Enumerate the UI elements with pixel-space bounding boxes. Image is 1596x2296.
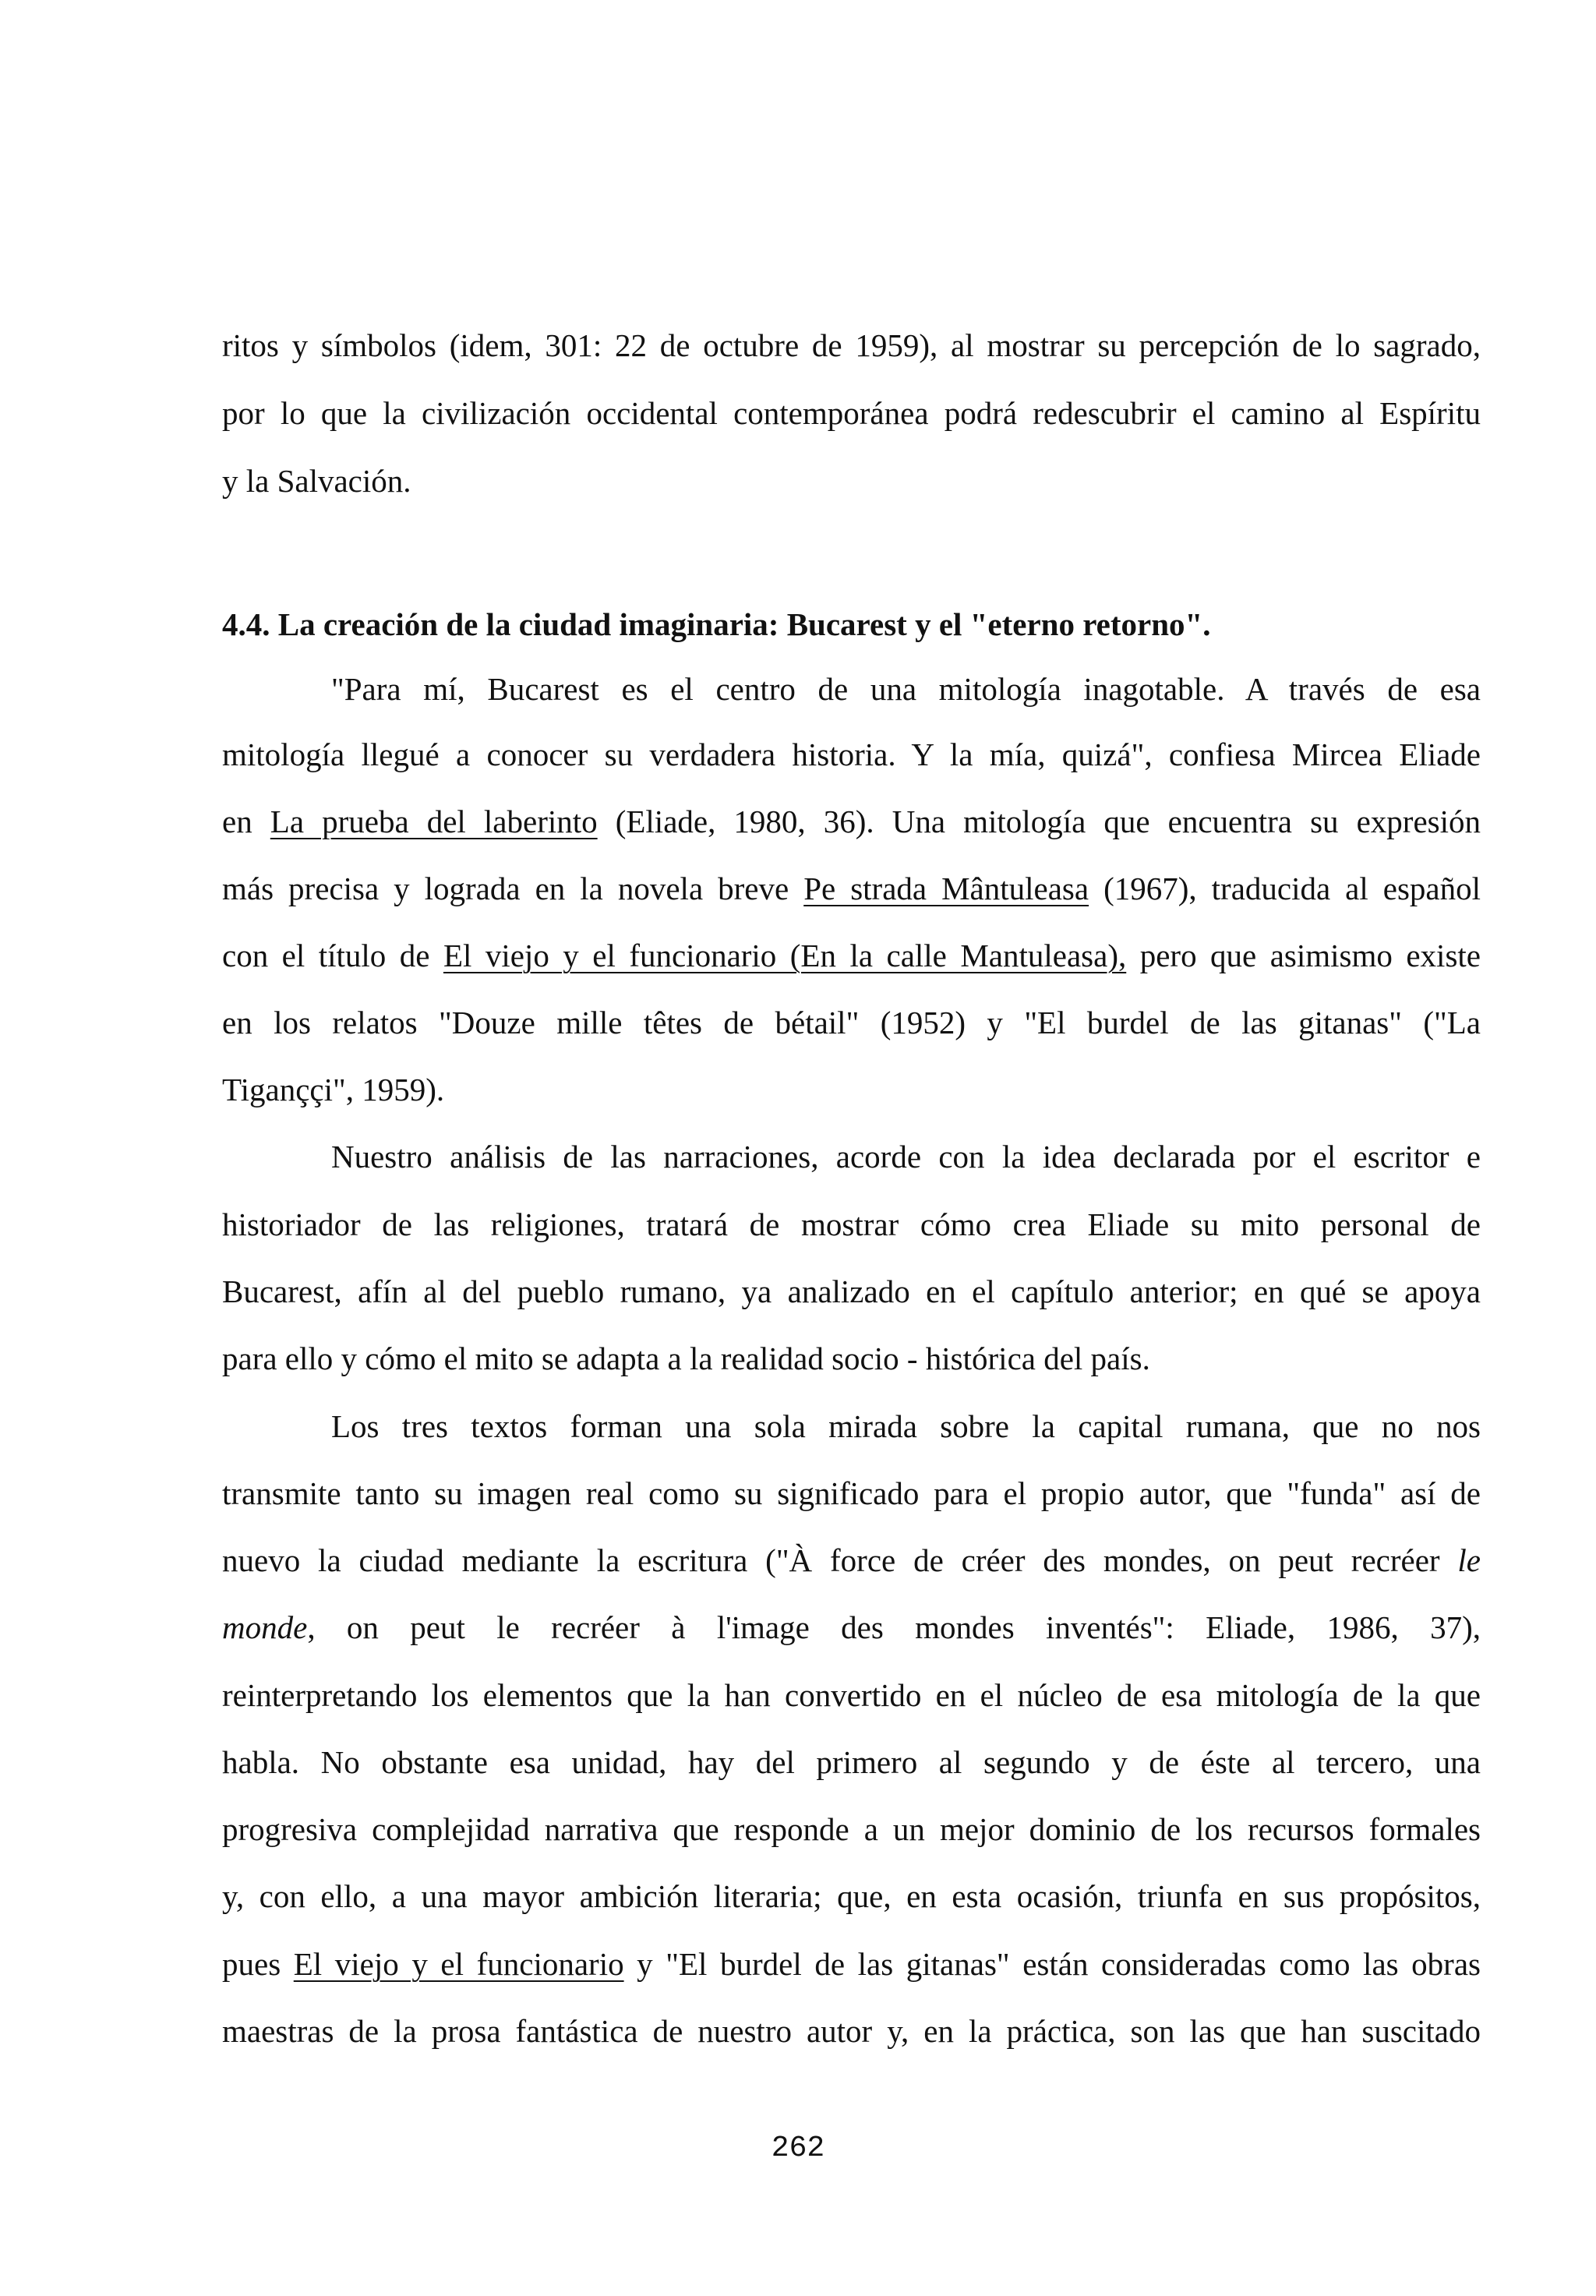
text-run: en: [222, 804, 270, 839]
italic-run: monde: [222, 1609, 308, 1645]
text-line: [222, 1541, 1481, 1580]
text-line: maestras de la prosa fantástica de nuestro autor y, en la práctica, son las que han suscitado: [222, 2013, 1481, 2049]
text-line: y, con ello, a una mayor ambición literaria; que, en esta ocasión, triunfa en sus propósitos,: [222, 1878, 1481, 1914]
page-number: 262: [771, 2132, 825, 2165]
text-line: Los tres textos forman una sola mirada sobre la capital rumana, que no nos: [331, 1408, 1481, 1444]
text-line: historiador de las religiones, tratará de mostrar cómo crea Eliade su mito personal de: [222, 1206, 1481, 1242]
book-title: La prueba del laberinto: [270, 804, 598, 839]
text-line: en los relatos "Douze mille têtes de bétail" (1952) y "El burdel de las gitanas" ("La: [222, 1005, 1481, 1040]
text-line: progresiva complejidad narrativa que responde a un mejor dominio de los recursos formales: [222, 1811, 1481, 1847]
text-line: por lo que la civilización occidental contemporánea podrá redescubrir el camino al Espíritu: [222, 395, 1481, 431]
text-line: Nuestro análisis de las narraciones, acorde con la idea declarada por el escritor e: [331, 1139, 1481, 1174]
text-line: [222, 802, 1481, 841]
text-line: [222, 1945, 1481, 1983]
text-line: y la Salvación.: [222, 463, 411, 499]
text-line: mitología llegué a conocer su verdadera historia. Y la mía, quizá", confiesa Mircea Eliade: [222, 736, 1481, 772]
text-run: (1967), traducida al español: [1089, 871, 1481, 906]
text-run: (Eliade, 1980, 36). Una mitología que encuentra su expresión: [597, 804, 1481, 839]
text-line: [222, 1608, 1481, 1647]
text-line: [222, 936, 1481, 975]
italic-run: le: [1457, 1542, 1481, 1578]
text-line: transmite tanto su imagen real como su significado para el propio autor, que "funda" así de: [222, 1475, 1481, 1511]
text-run: nuevo la ciudad mediante la escritura ("À force de créer des mondes, on peut recréer: [222, 1542, 1458, 1578]
text-line: [222, 869, 1481, 908]
section-heading: 4.4. La creación de la ciudad imaginaria: Bucarest y el "eterno retorno".: [222, 606, 1211, 642]
text-line: Tiganççi", 1959).: [222, 1072, 445, 1107]
text-run: y "El burdel de las gitanas" están consideradas como las obras: [623, 1946, 1481, 1982]
text-line: para ello y cómo el mito se adapta a la realidad socio - histórica del país.: [222, 1341, 1150, 1376]
text-line: habla. No obstante esa unidad, hay del primero al segundo y de éste al tercero, una: [222, 1744, 1481, 1780]
text-run: con el título de: [222, 938, 443, 973]
text-run: , on peut le recréer à l'image des mondes inventés": Eliade, 1986, 37),: [307, 1609, 1481, 1645]
text-run: más precisa y lograda en la novela breve: [222, 871, 804, 906]
text-line: reinterpretando los elementos que la han convertido en el núcleo de esa mitología de la que: [222, 1677, 1481, 1713]
book-title: El viejo y el funcionario: [293, 1946, 624, 1982]
text-run: pero que asimismo existe: [1126, 938, 1481, 973]
book-title: El viejo y el funcionario (En la calle Mantuleasa),: [443, 938, 1127, 973]
text-line: Bucarest, afín al del pueblo rumano, ya analizado en el capítulo anterior; en qué se apoya: [222, 1273, 1481, 1309]
book-title: Pe strada Mântuleasa: [803, 871, 1089, 906]
text-run: pues: [222, 1946, 294, 1982]
text-line: "Para mí, Bucarest es el centro de una mitología inagotable. A través de esa: [331, 671, 1481, 707]
text-line: ritos y símbolos (idem, 301: 22 de octubre de 1959), al mostrar su percepción de lo sagrado,: [222, 327, 1481, 363]
